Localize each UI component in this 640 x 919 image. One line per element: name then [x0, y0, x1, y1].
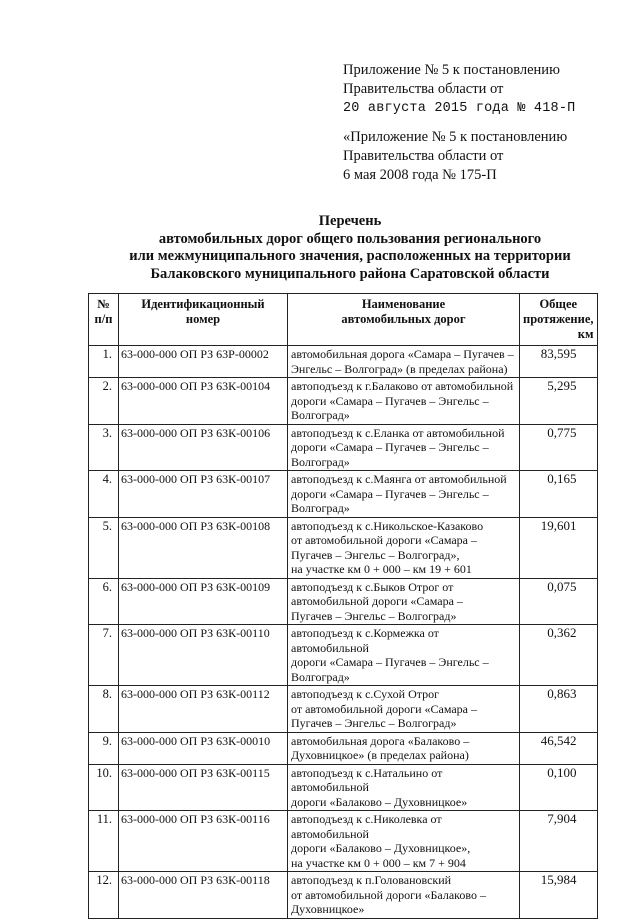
appendix-header [343, 61, 575, 118]
road-id: 63-000-000 ОП РЗ 63К-00108 [119, 517, 288, 578]
road-id: 63-000-000 ОП РЗ 63Р-00002 [119, 346, 288, 378]
road-name [288, 625, 520, 686]
table-row [89, 424, 598, 471]
table-row [89, 578, 598, 625]
road-name-line: от автомобильной дороги «Самара – [291, 701, 478, 716]
roads-table [88, 293, 598, 919]
row-number: 7. [89, 625, 119, 686]
road-name [288, 811, 520, 872]
appendix-header-line: Приложение № 5 к постановлению [343, 62, 560, 78]
road-name-line: автоподъезд к п.Головановский [291, 873, 452, 887]
road-name-line: Духовницкое» (в пределах района) [291, 748, 469, 762]
road-length: 0,165 [520, 471, 598, 518]
table-row [89, 732, 598, 764]
title-line: Балаковского муниципального района Саратовской области [150, 265, 550, 282]
appendix-quote-line: 6 мая 2008 года № 175-П [343, 167, 497, 183]
table-row [89, 471, 598, 518]
header-id: Идентификационный номер [119, 294, 288, 346]
row-number: 5. [89, 517, 119, 578]
row-number: 4. [89, 471, 119, 518]
appendix-header-date: 20 августа 2015 года № 418-П [343, 101, 576, 116]
road-name-line: автоподъезд к с.Натальино от автомобильной [291, 765, 443, 794]
road-length: 83,595 [520, 346, 598, 378]
road-id: 63-000-000 ОП РЗ 63К-00110 [119, 625, 288, 686]
road-name-line: автоподъезд к г.Балаково от автомобильной [291, 379, 514, 393]
table-row [89, 625, 598, 686]
road-id: 63-000-000 ОП РЗ 63К-00115 [119, 764, 288, 811]
road-id: 63-000-000 ОП РЗ 63К-00116 [119, 811, 288, 872]
appendix-quote-line: Правительства области от [343, 148, 504, 164]
row-number: 1. [89, 346, 119, 378]
road-length: 0,775 [520, 424, 598, 471]
road-name-line: автоподъезд к с.Сухой Отрог [291, 687, 440, 701]
road-name-line: Волгоград» [291, 669, 350, 684]
header-num: № п/п [89, 294, 119, 346]
table-row [89, 872, 598, 919]
header-name: Наименование автомобильных дорог [288, 294, 520, 346]
road-name-line: Пугачев – Энгельс – Волгоград» [291, 608, 457, 623]
road-name-line: автоподъезд к с.Еланка от автомобильной [291, 425, 505, 440]
road-name-line: автомобильной дороги «Самара – [291, 594, 463, 608]
road-id: 63-000-000 ОП РЗ 63К-00107 [119, 471, 288, 518]
appendix-header-line: Правительства области от [343, 81, 504, 97]
row-number: 8. [89, 686, 119, 733]
road-name [288, 424, 520, 471]
table-row [89, 686, 598, 733]
road-name-line: дороги «Балаково – Духовницкое», [291, 841, 471, 855]
road-id: 63-000-000 ОП РЗ 63К-00104 [119, 378, 288, 425]
road-name-line: дороги «Самара – Пугачев – Энгельс – [291, 655, 489, 669]
road-length: 5,295 [520, 378, 598, 425]
road-length: 46,542 [520, 732, 598, 764]
road-name [288, 471, 520, 518]
road-name-line: дороги «Самара – Пугачев – Энгельс – [291, 440, 489, 454]
row-number: 10. [89, 764, 119, 811]
road-name-line: на участке км 0 + 000 – км 7 + 904 [291, 855, 466, 870]
road-id: 63-000-000 ОП РЗ 63К-00112 [119, 686, 288, 733]
road-name-line: автоподъезд к с.Быков Отрог от [291, 579, 454, 594]
road-name [288, 732, 520, 764]
table-row [89, 346, 598, 378]
road-name-line: автоподъезд к с.Никольское-Казаково [291, 518, 484, 533]
road-name-line: автоподъезд к с.Маянга от автомобильной [291, 472, 507, 486]
road-name-line: Энгельс – Волгоград» (в пределах района) [291, 361, 508, 376]
road-length: 15,984 [520, 872, 598, 919]
road-id: 63-000-000 ОП РЗ 63К-00118 [119, 872, 288, 919]
road-name-line: Волгоград» [291, 454, 350, 469]
road-id: 63-000-000 ОП РЗ 63К-00010 [119, 732, 288, 764]
road-name [288, 346, 520, 378]
table-row [89, 517, 598, 578]
road-length: 7,904 [520, 811, 598, 872]
road-name [288, 686, 520, 733]
road-name [288, 764, 520, 811]
road-name-line: Духовницкое» [291, 902, 365, 916]
road-name [288, 578, 520, 625]
road-name-line: дороги «Самара – Пугачев – Энгельс – [291, 486, 489, 501]
row-number: 9. [89, 732, 119, 764]
road-name-line: автомобильная дорога «Самара – Пугачев – [291, 347, 514, 361]
row-number: 12. [89, 872, 119, 919]
road-name-line: Волгоград» [291, 501, 350, 515]
table-row [89, 764, 598, 811]
road-length: 0,863 [520, 686, 598, 733]
road-name-line: Пугачев – Энгельс – Волгоград», [291, 547, 460, 562]
title-line: Перечень [318, 213, 382, 229]
header-length: Общее протяжение, км [520, 294, 598, 346]
road-length: 0,075 [520, 578, 598, 625]
appendix-quote-header [343, 128, 567, 185]
road-name [288, 517, 520, 578]
road-name-line: автомобильная дорога «Балаково – [291, 733, 470, 748]
road-name [288, 378, 520, 425]
road-name-line: автоподъезд к с.Кормежка от автомобильной [291, 626, 439, 655]
road-length: 0,362 [520, 625, 598, 686]
road-id: 63-000-000 ОП РЗ 63К-00106 [119, 424, 288, 471]
appendix-quote-line: «Приложение № 5 к постановлению [343, 129, 568, 145]
road-name-line: Волгоград» [291, 408, 350, 422]
road-name-line: от автомобильной дороги «Самара – [291, 533, 478, 547]
row-number: 11. [89, 811, 119, 872]
road-name-line: от автомобильной дороги «Балаково – [291, 887, 486, 902]
row-number: 3. [89, 424, 119, 471]
road-name-line: автоподъезд к с.Николевка от автомобильной [291, 812, 442, 841]
road-name-line: дороги «Самара – Пугачев – Энгельс – [291, 393, 489, 408]
table-row [89, 378, 598, 425]
road-id: 63-000-000 ОП РЗ 63К-00109 [119, 578, 288, 625]
road-length: 19,601 [520, 517, 598, 578]
row-number: 2. [89, 378, 119, 425]
title-line: или межмуниципального значения, расположенных на территории [129, 248, 571, 264]
row-number: 6. [89, 578, 119, 625]
table-row [89, 811, 598, 872]
road-name-line: Пугачев – Энгельс – Волгоград» [291, 716, 457, 730]
road-name-line: на участке км 0 + 000 – км 19 + 601 [291, 562, 472, 576]
title-line: автомобильных дорог общего пользования регионального [158, 230, 542, 247]
table-header-row [89, 294, 598, 346]
road-length: 0,100 [520, 764, 598, 811]
road-name-line: дороги «Балаково – Духовницкое» [291, 794, 468, 809]
road-name [288, 872, 520, 919]
document-title [60, 213, 640, 283]
